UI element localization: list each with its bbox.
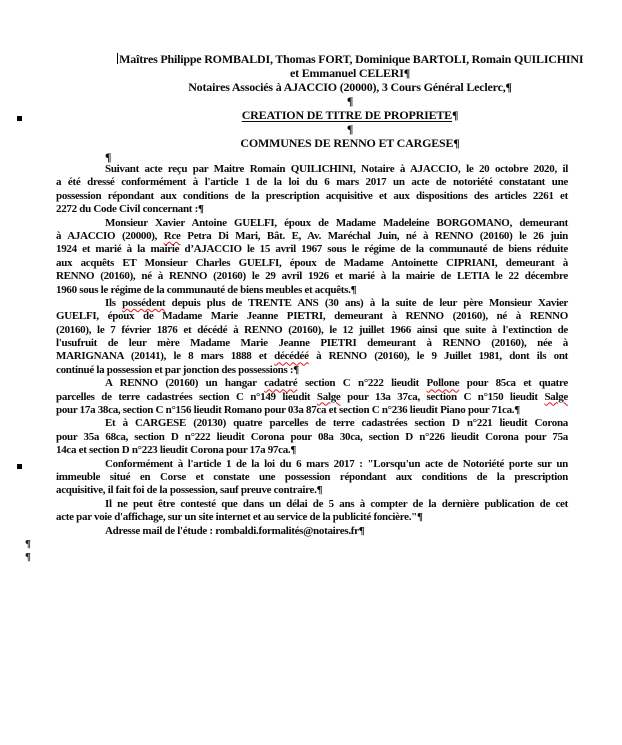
text-line[interactable] bbox=[56, 364, 568, 377]
communes-subtitle-line[interactable] bbox=[100, 136, 600, 150]
pilcrow-mark: ¶ bbox=[451, 108, 459, 122]
text-run: 14ca et section D n°223 lieudit Corona pour 17a 97ca.¶ bbox=[56, 444, 297, 457]
header-address-text: Notaires Associés à AJACCIO (20000), 3 Cours Général Leclerc,¶ bbox=[188, 80, 512, 94]
text-run: Adresse mail de l'étude : rombaldi.formalités@notaires.fr¶ bbox=[105, 524, 365, 537]
text-line[interactable] bbox=[56, 484, 568, 497]
text-line[interactable] bbox=[56, 337, 568, 350]
text-run: à RENNO (20160), le 9 Juillet 1981, dont ils ont bbox=[308, 350, 568, 363]
text-line[interactable] bbox=[56, 230, 568, 243]
margin-bullet-icon bbox=[17, 116, 22, 121]
text-line[interactable] bbox=[56, 190, 568, 203]
misspelled-word: décédéé bbox=[274, 350, 309, 363]
document-title: CREATION DE TITRE DE PROPRIETE bbox=[241, 108, 452, 122]
text-run: MARIGNANA (20141), le 8 mars 1888 et bbox=[56, 350, 275, 363]
text-run: 2272 du Code Civil concernant :¶ bbox=[56, 203, 204, 216]
header-notaries-text: Maîtres Philippe ROMBALDI, Thomas FORT, Dominique BARTOLI, Romain QUILICHINI bbox=[119, 52, 584, 66]
header-address-line[interactable] bbox=[100, 80, 600, 94]
text-run: a été dressé conformément à l'article 1 de la loi du 6 mars 2017 un acte de notoriété constatant une bbox=[56, 176, 568, 189]
text-line[interactable] bbox=[56, 431, 568, 444]
text-line[interactable] bbox=[56, 203, 568, 216]
text-run: Monsieur Xavier Antoine GUELFI, époux de Madame Madeleine BORGOMANO, demeurant bbox=[105, 216, 568, 229]
text-run: acquisitive, il fait foi de la possession, sauf preuve contraire.¶ bbox=[56, 484, 323, 497]
text-run: pour 35a 68ca, section D n°222 lieudit Corona pour 08a 30ca, section D n°226 lieudit Corona pour 75a bbox=[56, 430, 568, 443]
text-line[interactable] bbox=[56, 270, 568, 283]
misspelled-word: cadatré bbox=[264, 377, 298, 390]
text-line[interactable] bbox=[56, 391, 568, 404]
text-line[interactable] bbox=[56, 525, 568, 538]
header-notaries-line[interactable] bbox=[100, 52, 600, 66]
document-header bbox=[100, 52, 600, 150]
misspelled-word: possédent bbox=[122, 296, 166, 309]
text-line[interactable] bbox=[56, 511, 568, 524]
misspelled-word: Pollone bbox=[426, 377, 460, 390]
misspelled-word: Salge bbox=[544, 390, 568, 403]
text-line[interactable] bbox=[56, 377, 568, 390]
text-run: A RENNO (20160) un hangar bbox=[105, 377, 265, 390]
text-run: section C n°222 lieudit bbox=[297, 377, 427, 390]
text-line[interactable] bbox=[56, 284, 568, 297]
communes-subtitle: COMMUNES DE RENNO ET CARGESE¶ bbox=[240, 136, 460, 150]
text-cursor-icon bbox=[117, 53, 119, 64]
text-line[interactable] bbox=[56, 417, 568, 430]
empty-paragraph-mark[interactable] bbox=[25, 538, 568, 551]
text-line[interactable] bbox=[56, 176, 568, 189]
empty-paragraph-mark[interactable] bbox=[100, 94, 600, 108]
empty-paragraph-mark[interactable] bbox=[105, 150, 111, 164]
text-run: pour 17a 38ca, section C n°156 lieudit Romano pour 03a 87ca et section C n°236 lieudit Piano pour 71ca.¶ bbox=[56, 404, 520, 417]
header-notaries-line2[interactable] bbox=[100, 66, 600, 80]
document-title-line[interactable] bbox=[100, 108, 600, 122]
misspelled-word: Salge bbox=[316, 390, 341, 403]
text-run: immeuble situé en Corse et constate une possession répondant aux conditions de la prescription bbox=[56, 470, 568, 483]
text-run: Et à CARGESE (20130) quatre parcelles de terre cadastrées section D n°221 lieudit Corona bbox=[105, 417, 568, 430]
text-run: continué la possession et par jonction des possessions :¶ bbox=[56, 363, 299, 376]
text-run: acte par voie d'affichage, sur un site internet et au service de la publicité foncière."¶ bbox=[56, 511, 423, 524]
text-line[interactable] bbox=[56, 163, 568, 176]
text-line[interactable] bbox=[56, 471, 568, 484]
text-line[interactable] bbox=[56, 257, 568, 270]
text-run: Il ne peut être contesté que dans un délai de 5 ans à compter de la dernière publication de cet bbox=[105, 497, 568, 510]
text-line[interactable] bbox=[56, 350, 568, 363]
text-line[interactable] bbox=[56, 498, 568, 511]
text-run: pour 13a 37ca, section C n°150 lieudit bbox=[340, 390, 545, 403]
text-run: pour 85ca et quatre bbox=[459, 377, 568, 390]
text-line[interactable] bbox=[56, 297, 568, 310]
text-run: parcelles de terre cadastrées section C n°149 lieudit bbox=[56, 390, 317, 403]
margin-bullet-icon bbox=[17, 464, 22, 469]
empty-paragraph-mark[interactable] bbox=[25, 551, 568, 564]
text-run: Conformément à l'article 1 de la loi du 6 mars 2017 : "Lorsqu'un acte de Notoriété porte sur un bbox=[105, 457, 568, 470]
text-run: GUELFI, époux de Madame Marie Jeanne PIETRI, demeurant à RENNO (20160), né à RENNO bbox=[56, 310, 568, 323]
text-run: RENNO (20160), né à RENNO (20160) le 29 avril 1926 et marié à la mairie de LETIA le 22 décembre bbox=[56, 270, 568, 283]
text-run: (20160), le 7 février 1876 et décédé à RENNO (20160), le 12 juillet 1966 ainsi que suite à l'extinction de bbox=[56, 323, 568, 336]
empty-paragraph-mark[interactable] bbox=[100, 122, 600, 136]
text-run: 1960 sous le régime de la communauté de biens meubles et acquêts.¶ bbox=[56, 283, 357, 296]
text-run: possession répondant aux conditions de la prescription acquisitive et aux dispositions des articles 2261 et bbox=[56, 189, 568, 202]
text-run: Ils bbox=[105, 296, 123, 309]
pilcrow-mark: ¶ bbox=[25, 551, 31, 564]
misspelled-word: Rce bbox=[163, 229, 181, 242]
text-run: à AJACCIO (20000), bbox=[56, 229, 164, 242]
text-run: depuis plus de TRENTE ANS (30 ans) à la suite de leur père Monsieur Xavier bbox=[165, 296, 569, 309]
document-body[interactable] bbox=[25, 163, 569, 565]
pilcrow-mark: ¶ bbox=[25, 537, 31, 550]
text-run: 1924 et marié à la mairie d’AJACCIO le 15 avril 1967 sous le régime de la communauté de biens réduite bbox=[56, 243, 568, 256]
text-run: aux acquêts ET Monsieur Charles GUELFI, époux de Madame Antoinette CIPRIANI, demeurant à bbox=[56, 256, 568, 269]
text-line[interactable] bbox=[56, 217, 568, 230]
text-line[interactable] bbox=[56, 243, 568, 256]
text-line[interactable] bbox=[56, 444, 568, 457]
text-run: l'usufruit de leur mère Madame Marie Jeanne PIETRI demeurant à RENNO (20160), née à bbox=[56, 337, 568, 350]
text-run: Suivant acte reçu par Maitre Romain QUILICHINI, Notaire à AJACCIO, le 20 octobre 2020, il bbox=[105, 163, 568, 175]
pilcrow-mark: ¶ bbox=[346, 94, 354, 108]
text-line[interactable] bbox=[56, 310, 568, 323]
text-line[interactable] bbox=[56, 458, 568, 471]
text-line[interactable] bbox=[56, 324, 568, 337]
header-notaries-text2: et Emmanuel CELERI¶ bbox=[289, 66, 411, 80]
pilcrow-mark: ¶ bbox=[346, 122, 354, 136]
text-run: Petra Di Mari, Bât. E, Av. Maréchal Juin, né à RENNO (20160) le 26 juin bbox=[180, 229, 568, 242]
pilcrow-mark: ¶ bbox=[105, 150, 112, 164]
text-line[interactable] bbox=[56, 404, 568, 417]
